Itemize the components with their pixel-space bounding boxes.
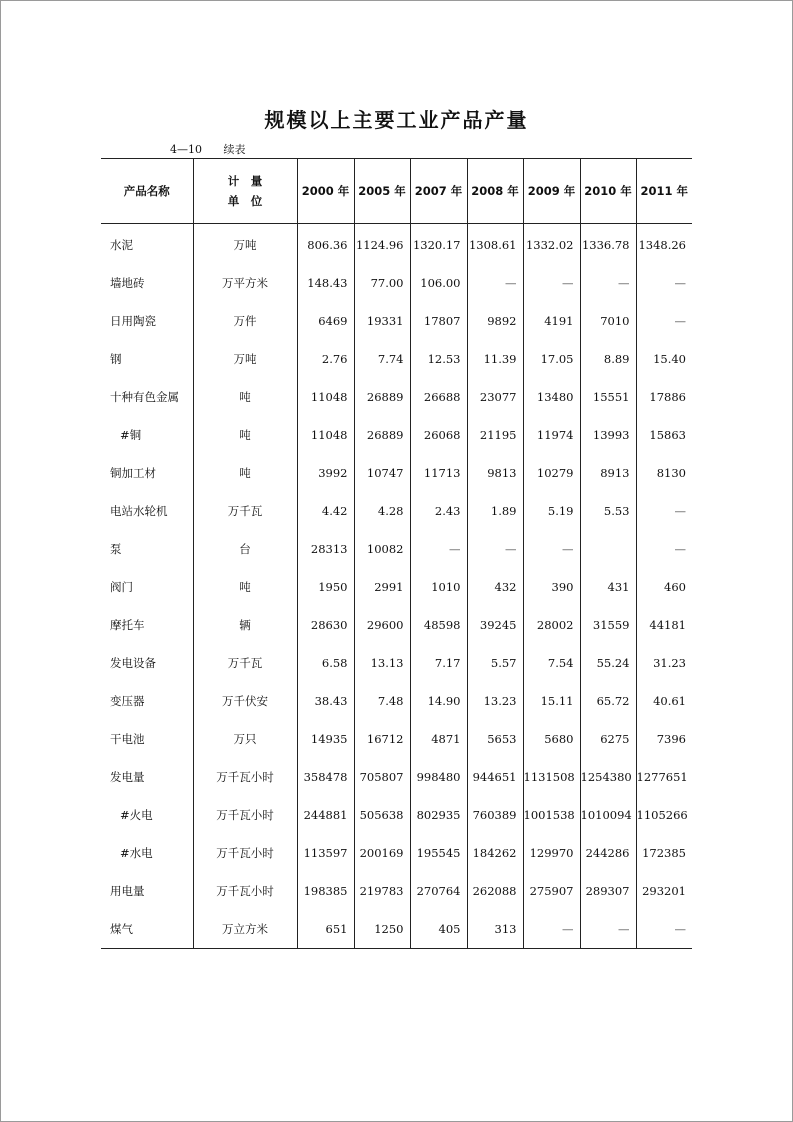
value-cell: 28002 [523, 606, 580, 644]
product-name: 水泥 [110, 238, 133, 252]
product-name: 煤气 [101, 910, 193, 949]
value-cell: 26889 [354, 378, 410, 416]
value-cell: 44181 [636, 606, 692, 644]
product-name: 干电池 [110, 732, 145, 746]
table-row [101, 682, 692, 720]
value-cell: 7.54 [523, 644, 580, 682]
value-cell: 16712 [354, 720, 410, 758]
value-cell: 17.05 [523, 340, 580, 378]
value-cell: 7.74 [354, 340, 410, 378]
product-unit: 万千瓦 [193, 644, 297, 682]
value-cell: 15.11 [523, 682, 580, 720]
value-cell: 6275 [580, 720, 636, 758]
product-unit: 辆 [193, 606, 297, 644]
table-row [101, 872, 692, 910]
value-cell: 275907 [523, 872, 580, 910]
value-cell: 14935 [297, 720, 354, 758]
value-cell: 8913 [580, 454, 636, 492]
table-row [101, 492, 692, 530]
product-unit: 万千伏安 [193, 682, 297, 720]
value-cell: 11.39 [467, 340, 523, 378]
value-cell: 358478 [297, 758, 354, 796]
product-unit: 万千瓦 [193, 492, 297, 530]
value-cell: 1254380 [580, 758, 636, 796]
table-row [101, 302, 692, 340]
value-cell: 1.89 [467, 492, 523, 530]
header-unit [193, 159, 297, 224]
value-cell: 505638 [354, 796, 410, 834]
value-cell: — [523, 910, 580, 949]
value-cell: 77.00 [354, 264, 410, 302]
product-name: 钢 [110, 352, 122, 366]
value-cell: 21195 [467, 416, 523, 454]
value-cell: 14.90 [410, 682, 467, 720]
product-name: 变压器 [110, 694, 145, 708]
value-cell: 313 [467, 910, 523, 949]
value-cell: — [636, 302, 692, 340]
value-cell: 270764 [410, 872, 467, 910]
header-year: 2010 年 [580, 159, 636, 224]
value-cell: 244881 [297, 796, 354, 834]
value-cell: 31.23 [636, 644, 692, 682]
value-cell: 195545 [410, 834, 467, 872]
table-row [101, 796, 692, 834]
value-cell: 15551 [580, 378, 636, 416]
table-row [101, 758, 692, 796]
value-cell: 17807 [410, 302, 467, 340]
value-cell: 129970 [523, 834, 580, 872]
value-cell: 262088 [467, 872, 523, 910]
value-cell: 10082 [354, 530, 410, 568]
value-cell: 184262 [467, 834, 523, 872]
value-cell: 5.57 [467, 644, 523, 682]
value-cell: — [523, 530, 580, 568]
product-unit: 万千瓦小时 [193, 834, 297, 872]
value-cell: 4871 [410, 720, 467, 758]
value-cell: 26889 [354, 416, 410, 454]
product-unit: 吨 [193, 378, 297, 416]
header-year: 2009 年 [523, 159, 580, 224]
value-cell: 113597 [297, 834, 354, 872]
table-row [101, 834, 692, 872]
value-cell: 11713 [410, 454, 467, 492]
value-cell: 28313 [297, 530, 354, 568]
value-cell: 10747 [354, 454, 410, 492]
value-cell: 7.48 [354, 682, 410, 720]
value-cell: 244286 [580, 834, 636, 872]
value-cell: 219783 [354, 872, 410, 910]
product-name: 泵 [110, 542, 122, 556]
value-cell: 2991 [354, 568, 410, 606]
product-unit: 万千瓦小时 [193, 758, 297, 796]
product-unit: 万千瓦小时 [193, 872, 297, 910]
value-cell: 38.43 [297, 682, 354, 720]
continued-note: 续表 [223, 143, 246, 156]
value-cell: 4.42 [297, 492, 354, 530]
table-row [101, 568, 692, 606]
page-title: 规模以上主要工业产品产量 [264, 108, 529, 132]
value-cell: 11048 [297, 378, 354, 416]
value-cell: — [410, 530, 467, 568]
value-cell: 148.43 [297, 264, 354, 302]
value-cell: 1950 [297, 568, 354, 606]
value-cell: 6.58 [297, 644, 354, 682]
value-cell: 13.23 [467, 682, 523, 720]
value-cell: — [580, 910, 636, 949]
value-cell: 998480 [410, 758, 467, 796]
table-number: 4—10 [170, 143, 202, 156]
table-body [101, 224, 692, 949]
value-cell: 10279 [523, 454, 580, 492]
value-cell: 5653 [467, 720, 523, 758]
value-cell: 1010 [410, 568, 467, 606]
value-cell: 40.61 [636, 682, 692, 720]
product-name: 用电量 [110, 884, 145, 898]
value-cell: 29600 [354, 606, 410, 644]
product-name: 铜加工材 [110, 466, 156, 480]
value-cell: 1348.26 [636, 224, 692, 265]
header-row [101, 159, 692, 224]
value-cell: 65.72 [580, 682, 636, 720]
value-cell: 1010094 [580, 796, 636, 834]
product-name: #铜 [120, 428, 142, 442]
header-product: 产品名称 [101, 159, 193, 224]
value-cell: 2.76 [297, 340, 354, 378]
product-unit: 万立方米 [193, 910, 297, 949]
value-cell: 26688 [410, 378, 467, 416]
table-row [101, 454, 692, 492]
value-cell: 5.53 [580, 492, 636, 530]
value-cell: 6469 [297, 302, 354, 340]
value-cell: — [467, 530, 523, 568]
value-cell: 12.53 [410, 340, 467, 378]
value-cell: 198385 [297, 872, 354, 910]
value-cell: 17886 [636, 378, 692, 416]
value-cell: 11048 [297, 416, 354, 454]
product-unit: 万只 [193, 720, 297, 758]
value-cell: 460 [636, 568, 692, 606]
header-year: 2000 年 [297, 159, 354, 224]
header-year: 2011 年 [636, 159, 692, 224]
table-row [101, 606, 692, 644]
value-cell: 944651 [467, 758, 523, 796]
product-unit: 万平方米 [193, 264, 297, 302]
table-row [101, 720, 692, 758]
header-year: 2007 年 [410, 159, 467, 224]
value-cell: 1308.61 [467, 224, 523, 265]
value-cell: 9813 [467, 454, 523, 492]
product-unit: 万吨 [193, 340, 297, 378]
value-cell: 31559 [580, 606, 636, 644]
value-cell: 19331 [354, 302, 410, 340]
product-name: 电站水轮机 [110, 504, 168, 518]
value-cell: 39245 [467, 606, 523, 644]
product-unit: 万千瓦小时 [193, 796, 297, 834]
value-cell: 651 [297, 910, 354, 949]
value-cell: 1336.78 [580, 224, 636, 265]
product-name: 阀门 [110, 580, 133, 594]
value-cell: 7.17 [410, 644, 467, 682]
table-row [101, 224, 692, 265]
value-cell: 13480 [523, 378, 580, 416]
product-unit: 万吨 [193, 224, 297, 265]
value-cell: 200169 [354, 834, 410, 872]
value-cell: — [636, 264, 692, 302]
value-cell: — [467, 264, 523, 302]
value-cell: 15.40 [636, 340, 692, 378]
production-table [101, 158, 692, 949]
product-name: 发电设备 [110, 656, 156, 670]
value-cell: 7396 [636, 720, 692, 758]
table-caption [170, 141, 264, 157]
value-cell: — [636, 910, 692, 949]
value-cell: 28630 [297, 606, 354, 644]
value-cell: 5.19 [523, 492, 580, 530]
value-cell: 1320.17 [410, 224, 467, 265]
value-cell: 11974 [523, 416, 580, 454]
product-name: 墙地砖 [110, 276, 145, 290]
product-name: 摩托车 [110, 618, 145, 632]
value-cell: 172385 [636, 834, 692, 872]
value-cell: 1131508 [523, 758, 580, 796]
value-cell: 13.13 [354, 644, 410, 682]
value-cell: 405 [410, 910, 467, 949]
value-cell: 48598 [410, 606, 467, 644]
table-row [101, 530, 692, 568]
value-cell: 106.00 [410, 264, 467, 302]
table-row [101, 378, 692, 416]
table-row [101, 910, 692, 949]
product-unit: 吨 [193, 416, 297, 454]
value-cell: 8.89 [580, 340, 636, 378]
product-name: 十种有色金属 [110, 390, 179, 404]
value-cell: 802935 [410, 796, 467, 834]
value-cell: 8130 [636, 454, 692, 492]
value-cell: 26068 [410, 416, 467, 454]
product-name: #水电 [120, 846, 153, 860]
header-unit-line2: 单 位 [227, 194, 263, 208]
value-cell: 4191 [523, 302, 580, 340]
table-row [101, 644, 692, 682]
table-row [101, 416, 692, 454]
value-cell: — [523, 264, 580, 302]
value-cell: 431 [580, 568, 636, 606]
table-row [101, 264, 692, 302]
value-cell: 4.28 [354, 492, 410, 530]
value-cell [580, 530, 636, 568]
product-unit: 台 [193, 530, 297, 568]
value-cell: 806.36 [297, 224, 354, 265]
product-unit: 吨 [193, 454, 297, 492]
product-name: 发电量 [110, 770, 145, 784]
value-cell: 9892 [467, 302, 523, 340]
header-unit-line1: 计 量 [227, 174, 263, 188]
value-cell: 705807 [354, 758, 410, 796]
value-cell: 23077 [467, 378, 523, 416]
product-unit: 万件 [193, 302, 297, 340]
value-cell: 1250 [354, 910, 410, 949]
value-cell: 289307 [580, 872, 636, 910]
product-name: 日用陶瓷 [110, 314, 156, 328]
value-cell: 432 [467, 568, 523, 606]
value-cell: 1332.02 [523, 224, 580, 265]
value-cell: 1277651 [636, 758, 692, 796]
value-cell: — [636, 492, 692, 530]
value-cell: 1105266 [636, 796, 692, 834]
table-row [101, 340, 692, 378]
value-cell: 7010 [580, 302, 636, 340]
value-cell: 760389 [467, 796, 523, 834]
header-year: 2008 年 [467, 159, 523, 224]
value-cell: 293201 [636, 872, 692, 910]
product-unit: 吨 [193, 568, 297, 606]
value-cell: — [580, 264, 636, 302]
value-cell: 2.43 [410, 492, 467, 530]
value-cell: 1001538 [523, 796, 580, 834]
value-cell: — [636, 530, 692, 568]
value-cell: 55.24 [580, 644, 636, 682]
value-cell: 390 [523, 568, 580, 606]
product-name: #火电 [120, 808, 153, 822]
value-cell: 15863 [636, 416, 692, 454]
value-cell: 13993 [580, 416, 636, 454]
value-cell: 1124.96 [354, 224, 410, 265]
value-cell: 5680 [523, 720, 580, 758]
header-year: 2005 年 [354, 159, 410, 224]
value-cell: 3992 [297, 454, 354, 492]
